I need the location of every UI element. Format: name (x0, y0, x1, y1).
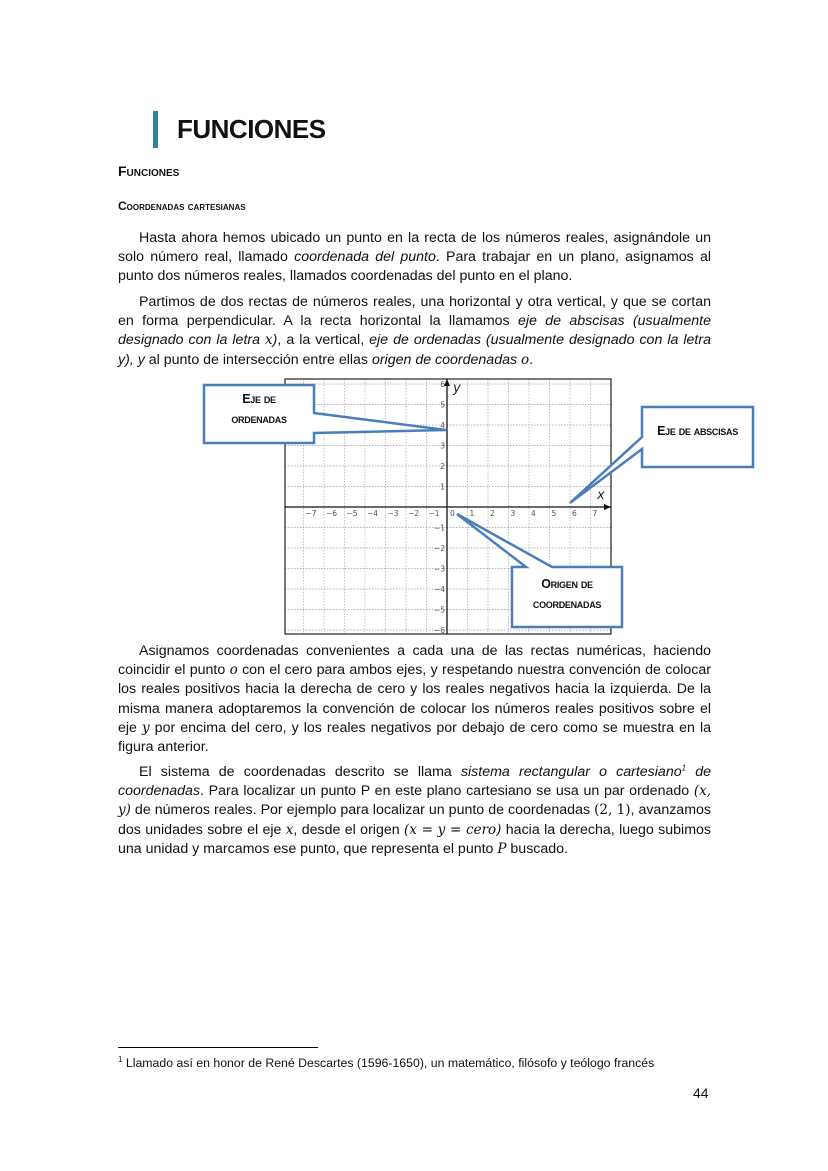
text: . Para trabajar en un plano, asignamos al punto dos números reales, llamados coordenadas del punto en el plano. (118, 249, 711, 285)
svg-text:−6: −6 (433, 626, 445, 635)
svg-text:4: 4 (531, 509, 536, 518)
svg-text:−3: −3 (433, 564, 445, 574)
svg-text:6: 6 (572, 509, 577, 518)
svg-text:6: 6 (440, 380, 445, 389)
text: , desde el origen (293, 821, 404, 838)
text: , a la vertical, (277, 332, 370, 349)
svg-text:−5: −5 (346, 509, 358, 518)
footnote-text: Llamado así en honor de René Descartes (1596-1650), un matemático, filósofo y teólogo francés (125, 1056, 655, 1070)
svg-text:1: 1 (469, 509, 475, 518)
svg-text:−1: −1 (433, 523, 445, 533)
emphasis: de coordenadas (118, 764, 711, 800)
math-expr: (2, 1) (594, 802, 631, 819)
emphasis: eje de ordenadas (usualmente designado con la letra y), y (118, 332, 711, 368)
paragraph-2 (118, 293, 711, 370)
svg-text:5: 5 (440, 400, 445, 410)
text: El sistema de coordenadas descrito se llama (139, 764, 461, 780)
callout-origen-de-coordenadas (512, 574, 622, 614)
svg-text:y: y (453, 381, 461, 396)
math-var: o (521, 351, 530, 368)
svg-text:2: 2 (440, 462, 445, 471)
svg-text:−4: −4 (433, 585, 445, 594)
svg-text:−3: −3 (387, 509, 399, 518)
text: . (529, 351, 534, 368)
callout-eje-de-abscisas (642, 421, 753, 441)
math-var: x (265, 332, 273, 349)
text: hacia la derecha, luego subimos una unidad y marcamos ese punto, que representa el punto (118, 821, 711, 857)
title-accent-bar (153, 111, 158, 148)
math-expr: (x, y) (118, 783, 711, 819)
math-var: x (285, 821, 294, 838)
svg-text:7: 7 (592, 509, 598, 518)
svg-text:−5: −5 (433, 605, 445, 615)
text: . Para localizar un punto P en este plano cartesiano se usa un par ordenado (200, 783, 694, 800)
svg-text:5: 5 (551, 509, 557, 518)
svg-text:−7: −7 (305, 509, 317, 518)
callout-eje-de-ordenadas (204, 389, 314, 429)
callout-text: Origen de (541, 577, 593, 591)
svg-text:0: 0 (450, 509, 455, 518)
svg-text:3: 3 (510, 509, 516, 518)
text: con el cero para ambos ejes, y respetando nuestra convención de colocar los reales positivos hacia la derecha de cero y los reales negativos hacia la izquierda. De la misma manera adoptaremos la convención de colocar los números reales positivos sobre el eje (118, 662, 711, 736)
text: al punto de intersección entre ellas (144, 351, 372, 368)
text: buscado. (506, 840, 568, 857)
footnote-separator (118, 1047, 318, 1048)
svg-text:−6: −6 (326, 509, 338, 518)
math-var: o (229, 662, 238, 679)
svg-text:−4: −4 (367, 509, 379, 518)
svg-text:x: x (597, 488, 605, 503)
paragraph-3 (118, 642, 711, 757)
svg-text:1: 1 (440, 482, 445, 492)
text: Hasta ahora hemos ubicado un punto en la recta de los números reales, asignándole un solo número real, llamado (118, 230, 711, 266)
emphasis: eje de abscisas (usualmente designado con la letra (118, 313, 711, 349)
text: por encima del cero, y los reales negativos por debajo de cero como se muestra en la figura anterior. (118, 719, 711, 756)
cartesian-plane-figure (190, 370, 770, 645)
section-heading: Funciones (118, 163, 180, 179)
svg-text:−2: −2 (408, 509, 420, 518)
emphasis: ) (272, 332, 278, 349)
svg-text:−2: −2 (433, 544, 445, 553)
emphasis: sistema rectangular o cartesiano (460, 764, 682, 780)
callout-text: Eje de abscisas (657, 424, 738, 438)
svg-text:3: 3 (440, 441, 445, 451)
math-var: P (497, 840, 507, 857)
emphasis: origen de coordenadas (371, 351, 522, 368)
text: , avanzamos dos unidades sobre el eje (118, 802, 712, 838)
math-expr: (x = y = cero) (404, 821, 502, 838)
paragraph-1 (118, 229, 711, 287)
math-var: y (141, 719, 150, 736)
svg-text:4: 4 (440, 421, 445, 430)
text: Asignamos coordenadas convenientes a cada una de las rectas numéricas, haciendo coincidir el punto (118, 643, 711, 679)
paragraph-4 (118, 763, 711, 859)
svg-text:2: 2 (490, 509, 495, 518)
emphasis: coordenada del punto (294, 249, 436, 266)
page-number: 44 (693, 1085, 709, 1101)
chapter-title: FUNCIONES (177, 114, 326, 144)
svg-text:−1: −1 (428, 509, 440, 518)
callout-text: ordenadas (231, 412, 287, 426)
footnote (118, 1056, 654, 1070)
callout-text: coordenadas (532, 597, 602, 611)
text: Partimos de dos rectas de números reales, una horizontal y otra vertical, y que se cortan en forma perpendicular. A la recta horizontal la llamamos (118, 294, 711, 330)
footnote-number: 1 (118, 1054, 123, 1064)
subsection-heading: Coordenadas cartesianas (118, 199, 246, 213)
callout-text: Eje de (242, 392, 276, 406)
text: de números reales. Por ejemplo para localizar un punto de coordenadas (130, 802, 595, 819)
footnote-ref[interactable]: 1 (681, 763, 687, 773)
